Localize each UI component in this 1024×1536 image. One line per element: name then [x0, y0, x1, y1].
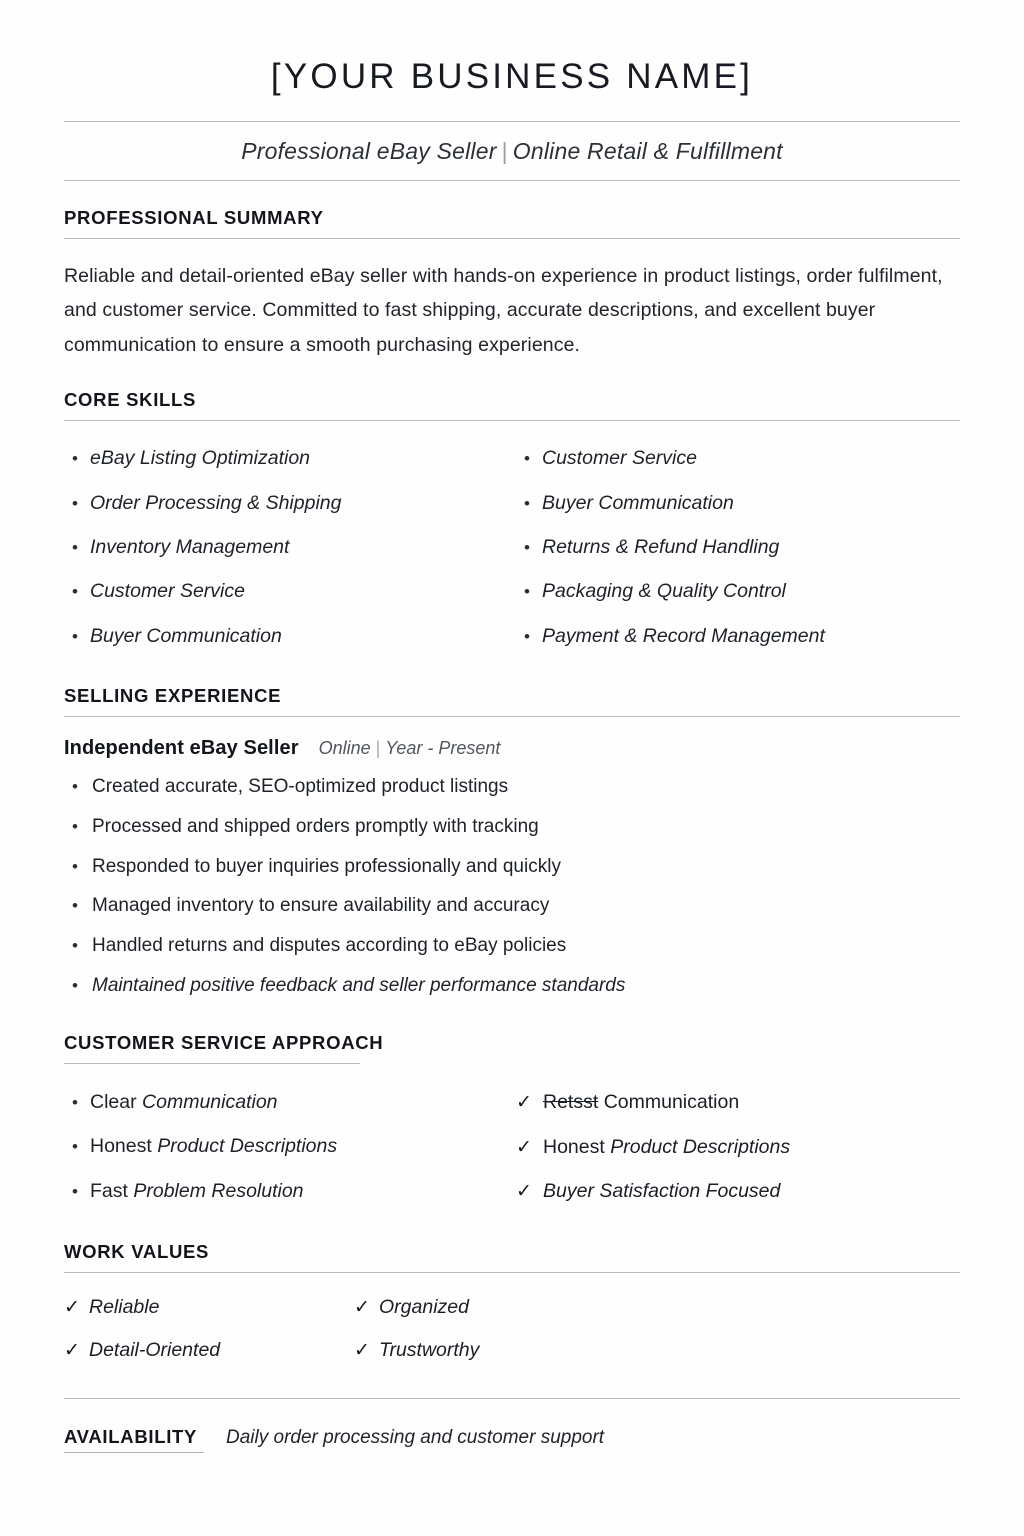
- experience-bullet-text: Maintained positive feedback and seller performance standards: [92, 975, 626, 997]
- list-item: [64, 927, 960, 967]
- job-location: Online: [318, 737, 371, 758]
- bullet-dot-icon: [516, 627, 542, 647]
- job-meta-separator: |: [375, 737, 381, 758]
- section-availability: [64, 1398, 960, 1453]
- skill-label: Customer Service: [90, 580, 245, 603]
- core-skills-columns: [64, 421, 960, 659]
- bullet-dot-icon: [64, 538, 90, 558]
- bullet-dot-icon: [64, 1137, 90, 1157]
- experience-bullet-text: Created accurate, SEO-optimized product listings: [92, 776, 509, 798]
- core-skills-right-column: [516, 437, 960, 659]
- availability-label-wrap: [64, 1426, 204, 1453]
- check-icon: [354, 1297, 379, 1320]
- value-label: Detail-Oriented: [89, 1339, 221, 1362]
- approach-label-italic: Product Descriptions: [157, 1135, 338, 1158]
- check-icon: [64, 1340, 89, 1363]
- list-item: [516, 525, 960, 569]
- subtitle-separator: |: [501, 137, 508, 164]
- section-heading-experience: SELLING EXPERIENCE: [64, 684, 282, 706]
- section-heading-service-approach: CUSTOMER SERVICE APPROACH: [64, 1032, 384, 1054]
- section-heading-summary: PROFESSIONAL SUMMARY: [64, 206, 324, 228]
- document-subtitle: [64, 122, 960, 180]
- availability-heading-rule: [64, 1452, 204, 1453]
- list-item: [64, 768, 960, 808]
- list-item: [516, 437, 960, 481]
- skill-label: Order Processing & Shipping: [90, 491, 342, 514]
- bullet-dot-icon: [64, 627, 90, 647]
- list-item: [64, 1287, 354, 1330]
- approach-label-italic: Problem Resolution: [133, 1179, 304, 1202]
- section-selling-experience: [64, 659, 960, 1007]
- approach-label-upright: Honest: [543, 1135, 605, 1158]
- job-role-title: Independent eBay Seller: [64, 736, 299, 759]
- value-label: Reliable: [89, 1296, 160, 1319]
- bullet-dot-icon: [64, 817, 92, 837]
- service-approach-right-column: [516, 1080, 960, 1214]
- approach-label-upright: Clear: [90, 1090, 137, 1113]
- page-title: [YOUR BUSINESS NAME]: [270, 57, 754, 96]
- work-values-left-column: [64, 1287, 354, 1373]
- bullet-dot-icon: [64, 777, 92, 797]
- bullet-dot-icon: [64, 896, 92, 916]
- check-icon: [64, 1297, 89, 1320]
- bullet-dot-icon: [64, 976, 92, 996]
- bullet-dot-icon: [64, 1093, 90, 1113]
- bullet-dot-icon: [516, 449, 542, 469]
- experience-bullet-text: Responded to buyer inquiries professionally and quickly: [92, 855, 561, 877]
- check-icon: [516, 1181, 543, 1204]
- job-dates: Year - Present: [385, 737, 501, 758]
- approach-label-upright: Fast: [90, 1179, 128, 1202]
- section-heading-work-values: WORK VALUES: [64, 1240, 210, 1262]
- work-values-right-column: [354, 1287, 960, 1373]
- list-item: [64, 807, 960, 847]
- approach-label-struck: Retsst: [543, 1090, 599, 1113]
- experience-bullet-text: Processed and shipped orders promptly with tracking: [92, 815, 539, 837]
- experience-bullet-text: Handled returns and disputes according to eBay policies: [92, 935, 567, 957]
- approach-label-upright: Communication: [603, 1090, 740, 1113]
- list-item: [516, 1170, 960, 1215]
- bullet-dot-icon: [64, 1182, 90, 1202]
- service-approach-left-column: [64, 1080, 516, 1214]
- service-approach-columns: [64, 1064, 960, 1214]
- list-item: [516, 481, 960, 525]
- skill-label: Payment & Record Management: [542, 624, 825, 647]
- experience-bullet-list: [64, 762, 960, 1007]
- skill-label: Inventory Management: [90, 535, 290, 558]
- bullet-dot-icon: [516, 538, 542, 558]
- availability-label: AVAILABILITY: [64, 1426, 198, 1448]
- job-entry-header: [64, 717, 960, 762]
- bullet-dot-icon: [516, 582, 542, 602]
- bullet-dot-icon: [64, 449, 90, 469]
- section-core-skills: [64, 363, 960, 659]
- summary-body-text: Reliable and detail-oriented eBay seller with hands-on experience in product listings, order fulfilment, and customer service. Committed to fast shipping, accurate descriptions, and excellent buyer communication to ensure a smooth purchasing experience.: [64, 264, 943, 356]
- check-icon: [516, 1137, 543, 1160]
- skill-label: Customer Service: [542, 447, 697, 470]
- check-icon: [354, 1340, 379, 1363]
- section-professional-summary: [64, 181, 960, 363]
- list-item: [516, 570, 960, 614]
- list-item: [516, 1125, 960, 1170]
- section-customer-service-approach: [64, 1006, 960, 1214]
- section-heading-core-skills: CORE SKILLS: [64, 388, 197, 410]
- experience-bullet-text: Managed inventory to ensure availability and accuracy: [92, 895, 550, 917]
- subtitle-left-text: Professional eBay Seller: [241, 137, 497, 164]
- list-item: [516, 1080, 960, 1125]
- list-item: [64, 1080, 516, 1124]
- bullet-dot-icon: [516, 494, 542, 514]
- skill-label: Buyer Communication: [542, 491, 734, 514]
- list-item: [64, 1125, 516, 1169]
- list-item: [64, 887, 960, 927]
- skill-label: Packaging & Quality Control: [542, 580, 786, 603]
- work-values-columns: [64, 1273, 960, 1373]
- document-header: [64, 0, 960, 181]
- list-item: [354, 1287, 960, 1330]
- list-item: [64, 614, 516, 658]
- list-item: [64, 967, 960, 1007]
- skill-label: eBay Listing Optimization: [90, 447, 311, 470]
- core-skills-left-column: [64, 437, 516, 659]
- skill-label: Returns & Refund Handling: [542, 535, 780, 558]
- list-item: [64, 1169, 516, 1213]
- bullet-dot-icon: [64, 582, 90, 602]
- check-icon: [516, 1092, 543, 1115]
- approach-label-italic: Buyer Satisfaction Focused: [543, 1180, 781, 1203]
- bullet-dot-icon: [64, 857, 92, 877]
- approach-label-upright: Honest: [90, 1135, 152, 1158]
- availability-line: [64, 1426, 960, 1453]
- list-item: [64, 525, 516, 569]
- list-item: [64, 847, 960, 887]
- availability-content: [64, 1399, 960, 1453]
- skill-label: Buyer Communication: [90, 624, 282, 647]
- list-item: [516, 614, 960, 658]
- list-item: [64, 570, 516, 614]
- value-label: Trustworthy: [379, 1339, 480, 1362]
- bullet-dot-icon: [64, 494, 90, 514]
- approach-label-italic: Communication: [142, 1090, 278, 1113]
- list-item: [64, 437, 516, 481]
- value-label: Organized: [379, 1296, 469, 1319]
- subtitle-right-text: Online Retail & Fulfillment: [512, 137, 783, 164]
- bullet-dot-icon: [64, 936, 92, 956]
- list-item: [64, 1330, 354, 1373]
- section-work-values: [64, 1215, 960, 1373]
- job-meta: [299, 738, 501, 759]
- list-item: [354, 1330, 960, 1373]
- list-item: [64, 481, 516, 525]
- availability-text: Daily order processing and customer support: [226, 1427, 605, 1449]
- approach-label-italic: Product Descriptions: [610, 1135, 791, 1158]
